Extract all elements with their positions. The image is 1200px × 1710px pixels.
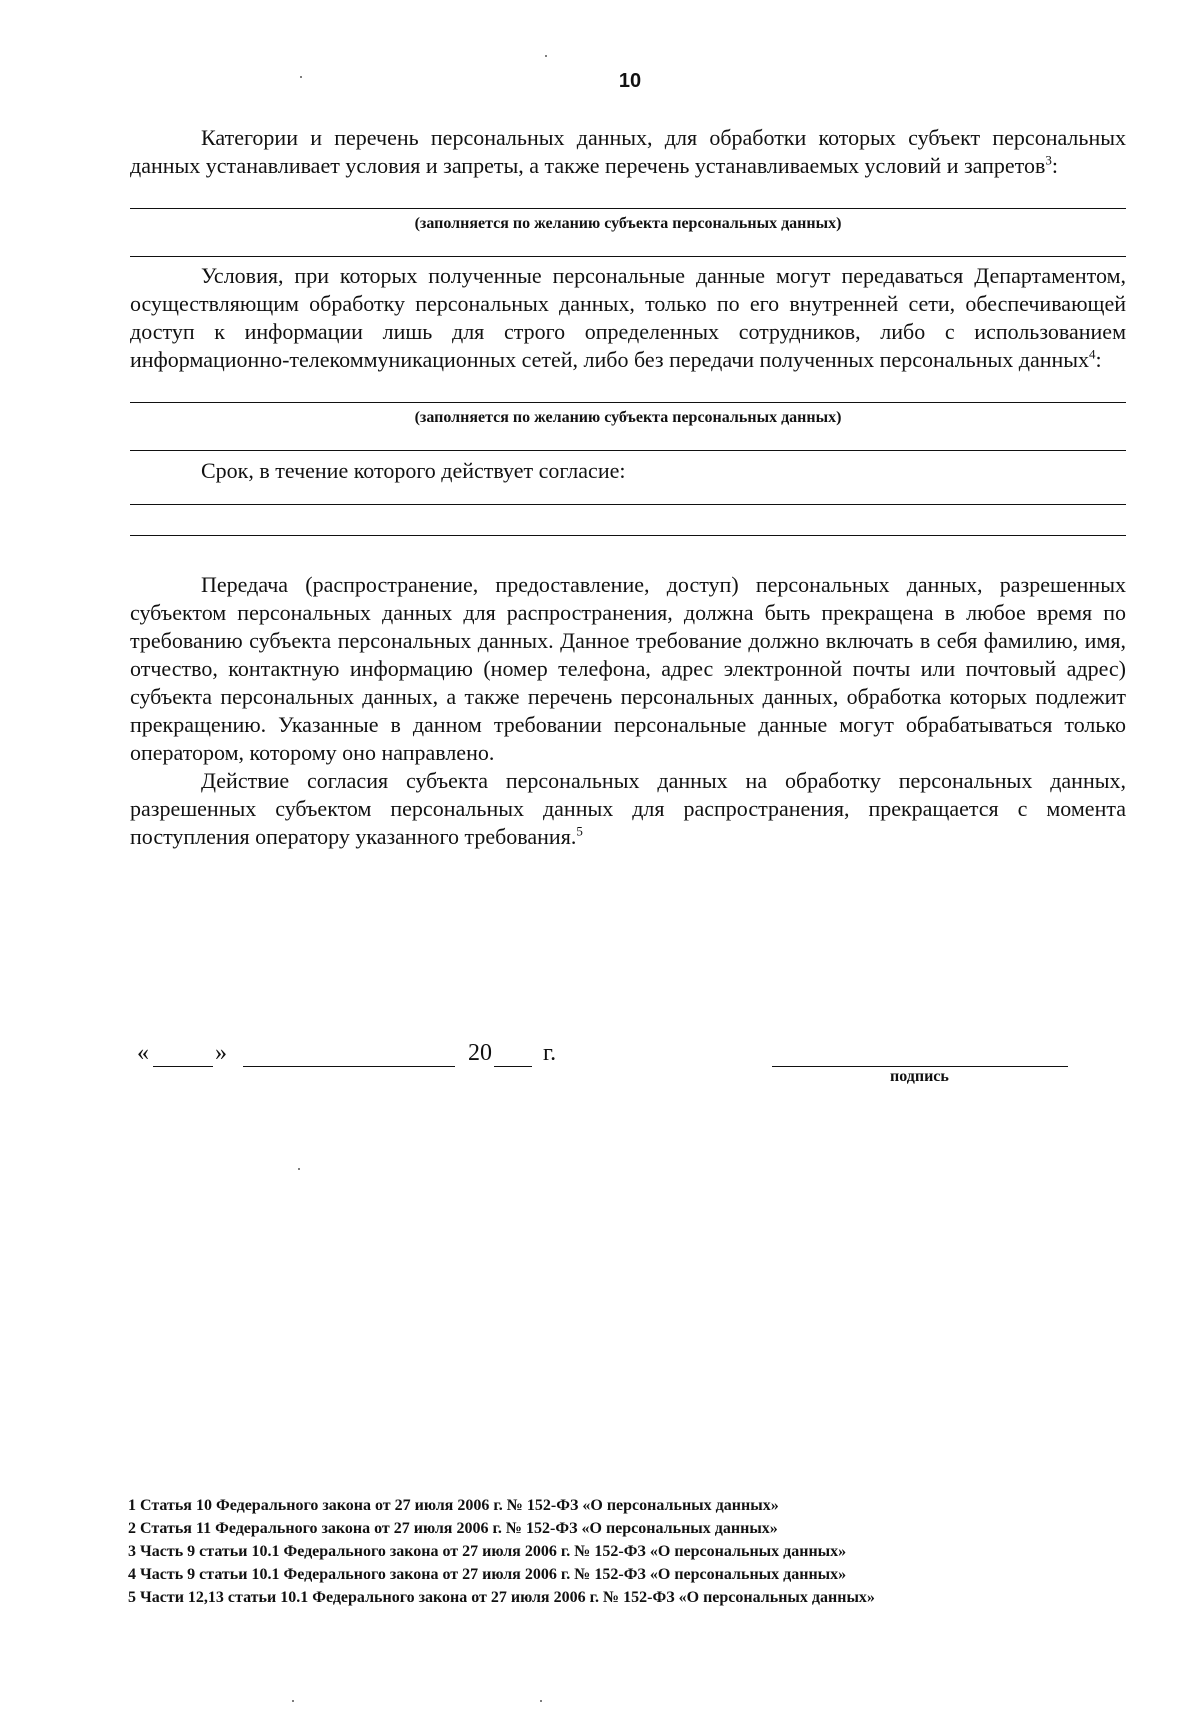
date-open-quote: « — [137, 1040, 149, 1066]
date-signature-row — [137, 1040, 1097, 1080]
scan-speck — [545, 55, 547, 57]
footnote-3: 3 Часть 9 статьи 10.1 Федерального закона от 27 июля 2006 г. № 152-ФЗ «О персональных данных» — [128, 1543, 847, 1560]
footnote-4: 4 Часть 9 статьи 10.1 Федерального закона от 27 июля 2006 г. № 152-ФЗ «О персональных данных» — [128, 1566, 847, 1583]
footnote-ref-4: 4 — [1089, 346, 1096, 362]
footnote-ref-5: 5 — [576, 823, 583, 839]
day-field[interactable] — [153, 1066, 213, 1067]
categories-text: Категории и перечень персональных данных, для обработки которых субъект персональных данных устанавливает условия и запреты, а также перечень устанавливаемых условий и запретов — [130, 125, 1126, 178]
page-number: 10 — [618, 70, 642, 92]
signature-field[interactable] — [772, 1066, 1068, 1067]
footnote-ref-3: 3 — [1045, 152, 1052, 168]
categories-paragraph — [130, 124, 1126, 180]
termination-text: Действие согласия субъекта персональных данных на обработку персональных данных, разрешенных субъектом персональных данных для распространения, прекращается с момента поступления оператору указанного требования. — [130, 768, 1126, 849]
transfer-paragraph: Передача (распространение, предоставление, доступ) персональных данных, разрешенных субъектом персональных данных для распространения, должна быть прекращена в любое время по требованию субъекта персональных данных. Данное требование должно включать в себя фамилию, имя, отчество, контактную информацию (номер телефона, адрес электронной почты или почтовый адрес) субъекта персональных данных, а также перечень персональных данных, обработка которых подлежит прекращению. Указанные в данном требовании персональные данные могут обрабатываться только оператором, которому оно направлено. — [130, 572, 1126, 765]
year-prefix: 20 — [468, 1040, 492, 1066]
termination-paragraph — [130, 767, 1126, 851]
year-suffix: г. — [543, 1040, 557, 1066]
document-body — [130, 124, 1126, 851]
scan-speck — [292, 1700, 294, 1702]
conditions-fill-line[interactable] — [130, 402, 1126, 403]
term-paragraph: Срок, в течение которого действует согласие: — [201, 458, 626, 483]
conditions-text: Условия, при которых полученные персональные данные могут передаваться Департаментом, осуществляющим обработку персональных данных, только по его внутренней сети, обеспечивающей доступ к информации лишь для строго определенных сотрудников, либо с использованием информационно-телекоммуникационных сетей, либо без передачи полученных персональных данных — [130, 263, 1126, 372]
conditions-fill-line-2[interactable] — [130, 450, 1126, 451]
categories-fill-line[interactable] — [130, 208, 1126, 209]
footnote-2: 2 Статья 11 Федерального закона от 27 июля 2006 г. № 152-ФЗ «О персональных данных» — [128, 1520, 778, 1537]
conditions-paragraph — [130, 262, 1126, 374]
signature-caption: подпись — [890, 1068, 949, 1085]
year-field[interactable] — [494, 1066, 532, 1067]
month-field[interactable] — [243, 1066, 455, 1067]
footnotes — [128, 1494, 1108, 1609]
scan-speck — [298, 1168, 300, 1170]
categories-colon: : — [1051, 153, 1059, 178]
date-close-quote: » — [215, 1040, 227, 1066]
scan-speck — [300, 76, 302, 78]
conditions-colon: : — [1095, 347, 1102, 372]
optional-hint: (заполняется по желанию субъекта персональных данных) — [414, 215, 842, 232]
footnote-1: 1 Статья 10 Федерального закона от 27 июля 2006 г. № 152-ФЗ «О персональных данных» — [128, 1497, 779, 1514]
scan-speck — [540, 1700, 542, 1702]
term-fill-line-2[interactable] — [130, 535, 1126, 536]
categories-fill-line-2[interactable] — [130, 256, 1126, 257]
term-fill-line[interactable] — [130, 504, 1126, 505]
optional-hint: (заполняется по желанию субъекта персональных данных) — [414, 409, 842, 426]
footnote-5: 5 Части 12,13 статьи 10.1 Федерального закона от 27 июля 2006 г. № 152-ФЗ «О персональных данных» — [128, 1589, 875, 1606]
